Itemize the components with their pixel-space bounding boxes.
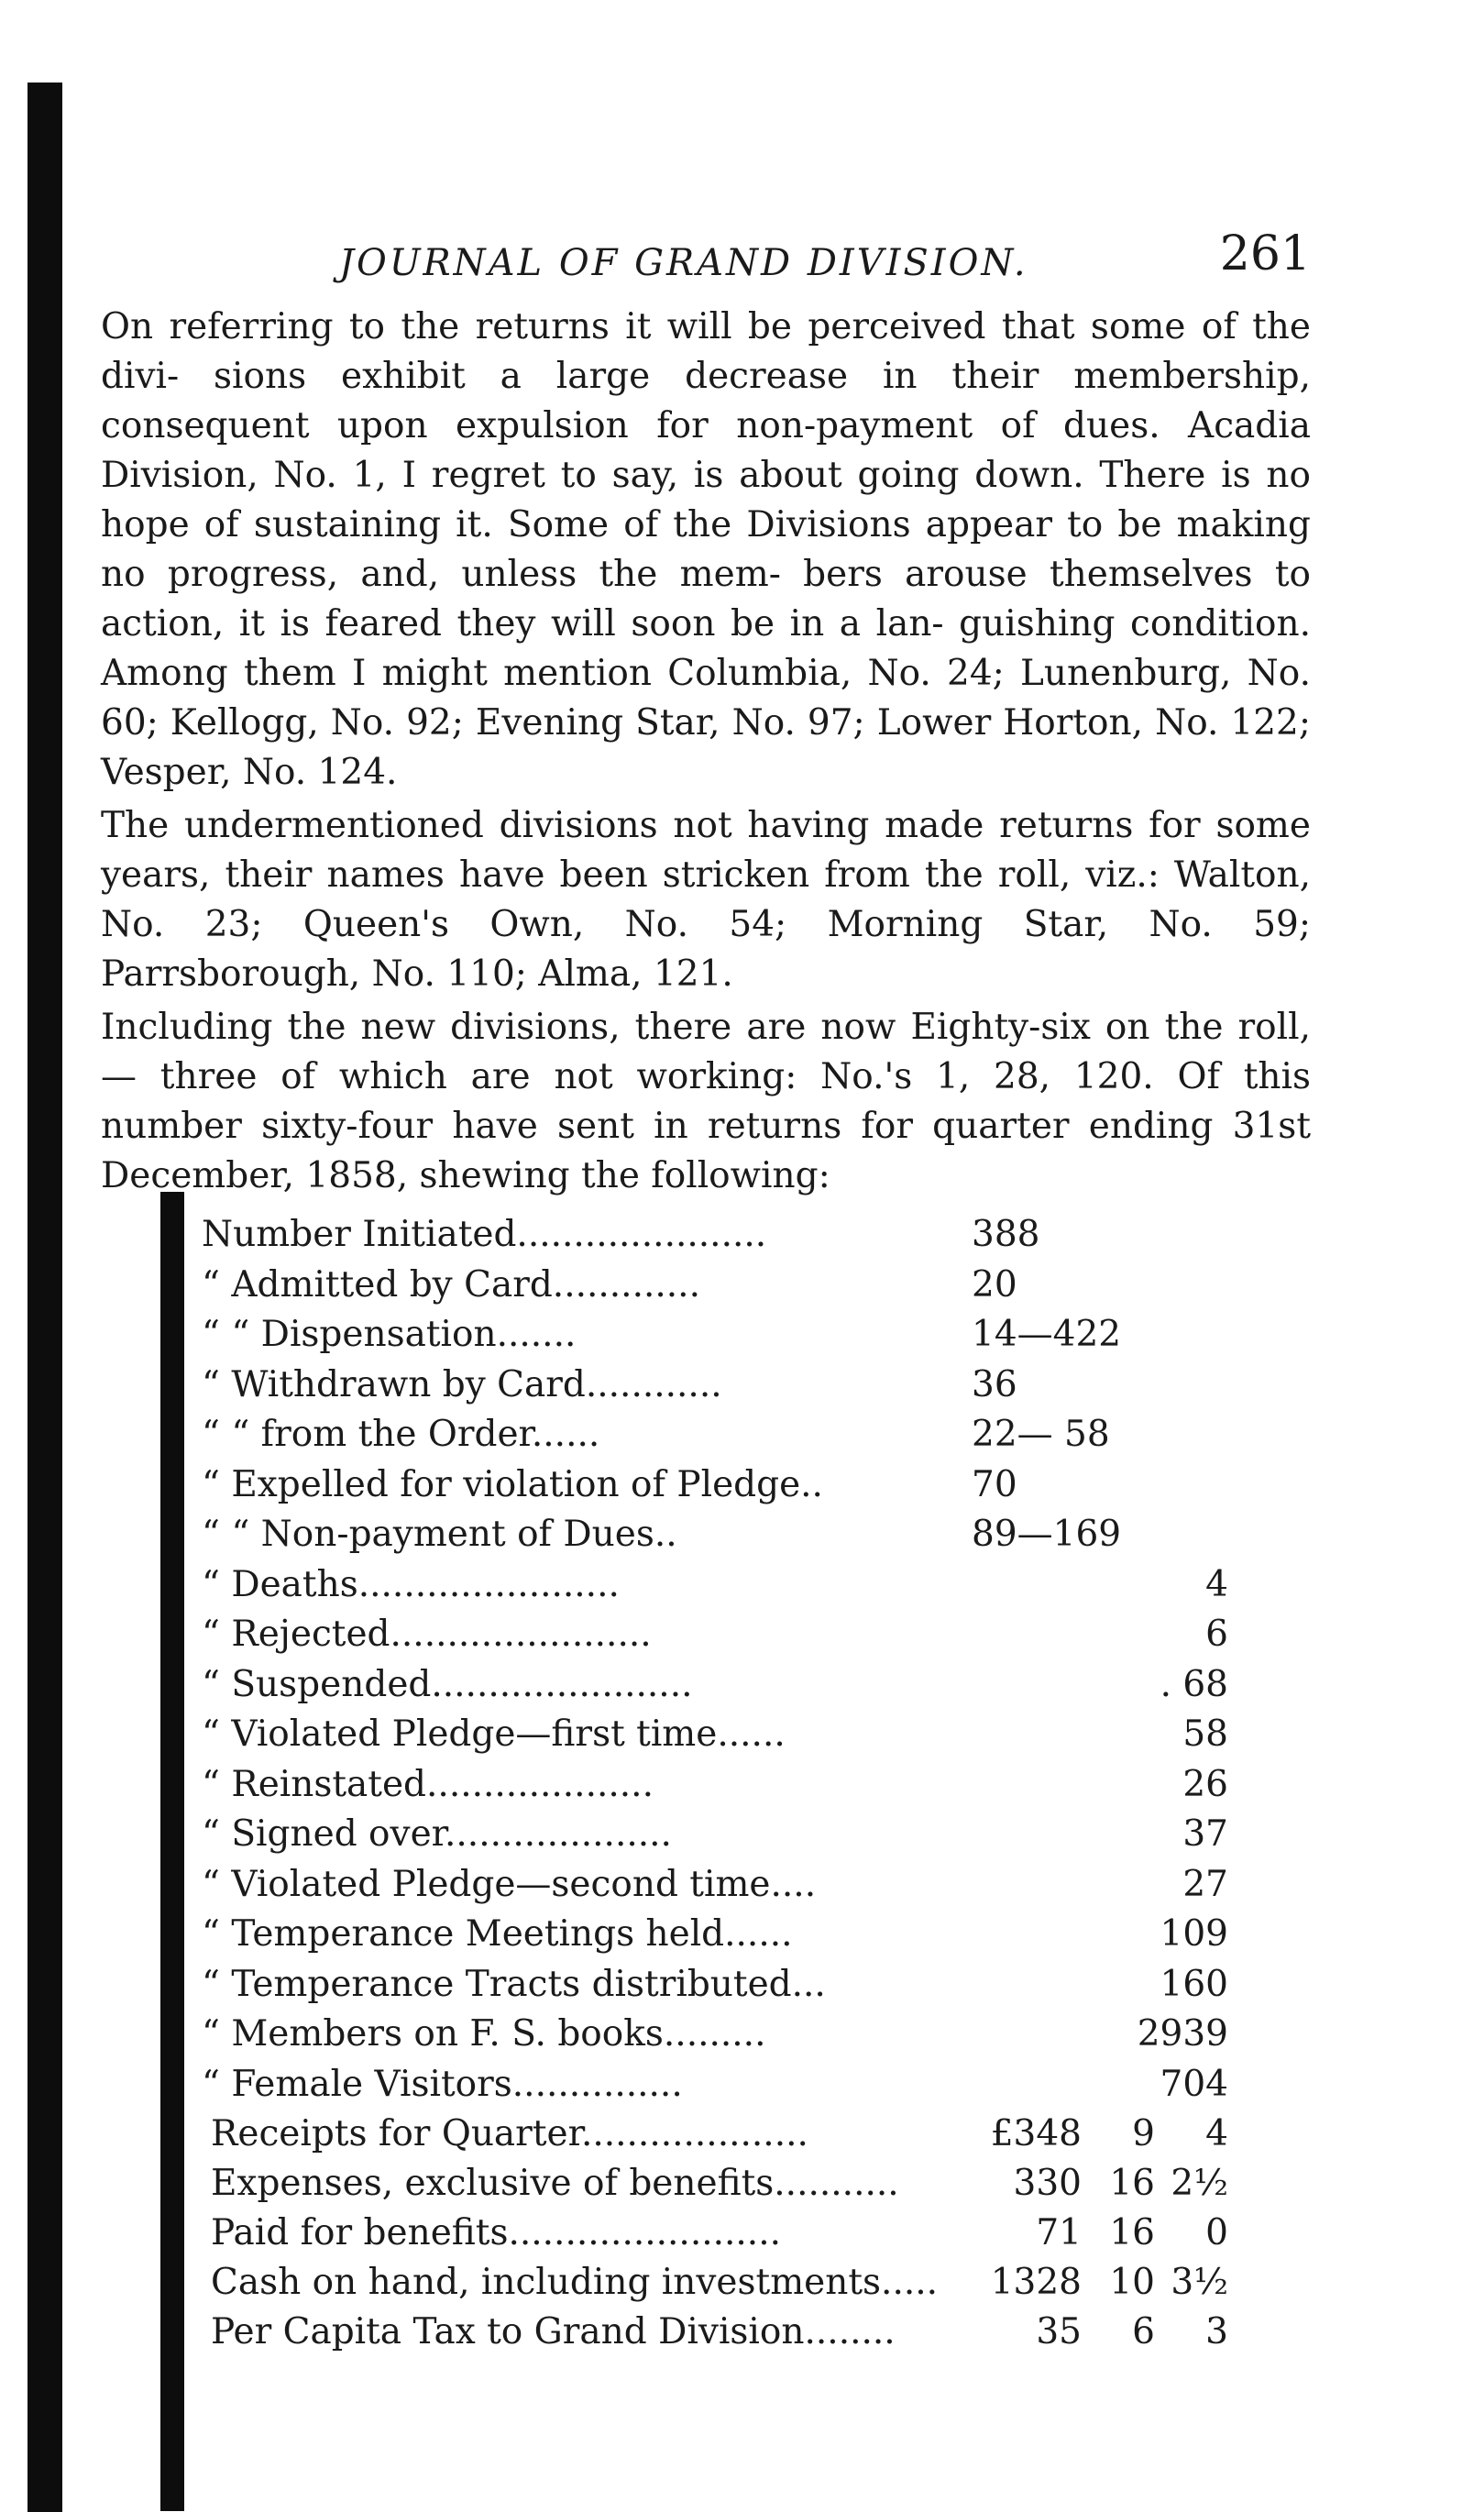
stat-row <box>101 1361 1311 1411</box>
money-shillings: 16 <box>1109 2212 1155 2253</box>
stat-total: 2939 <box>1137 2013 1228 2055</box>
stat-row <box>101 1610 1311 1660</box>
stat-total: 26 <box>1182 1763 1228 1805</box>
money-pence: 3 <box>1205 2311 1228 2352</box>
stat-row <box>101 1510 1311 1560</box>
stat-row <box>101 1710 1311 1760</box>
stat-total: 6 <box>1205 1614 1228 1655</box>
money-row <box>101 2308 1311 2357</box>
money-row <box>101 2258 1311 2308</box>
stat-total: 160 <box>1160 1963 1228 2005</box>
money-pounds: £348 <box>990 2113 1082 2154</box>
stat-row <box>101 1210 1311 1261</box>
page-number: 261 <box>1219 226 1311 281</box>
paragraph-stricken: The undermentioned divisions not having made returns for some years, their names have been stricken from the roll, viz.: Walton, No. 23; Queen's Own, No. 54; Morning Star, No. 59; Parrsborough, No. 110; Alma, 121. <box>101 805 1311 995</box>
stat-row <box>101 1310 1311 1361</box>
stat-label: “ Temperance Tracts distributed... <box>202 1963 826 2005</box>
stat-label: “ Admitted by Card............. <box>202 1263 700 1306</box>
stat-row <box>101 1960 1311 2011</box>
money-pence: 4 <box>1205 2113 1228 2154</box>
stat-label: “ Reinstated.................... <box>202 1763 654 1805</box>
stat-total: . 68 <box>1160 1663 1228 1705</box>
stat-row <box>101 1261 1311 1311</box>
stat-row <box>101 1760 1311 1811</box>
money-row <box>101 2110 1311 2159</box>
money-pence: 3½ <box>1171 2262 1228 2303</box>
stat-total: 4 <box>1205 1563 1228 1605</box>
stat-subtotal: 22— 58 <box>972 1414 1110 1455</box>
stat-row <box>101 1410 1311 1460</box>
stat-row <box>101 2010 1311 2060</box>
money-label: Cash on hand, including investments..... <box>211 2262 939 2303</box>
stat-label: “ Signed over.................... <box>202 1813 672 1855</box>
stat-subtotal: 14—422 <box>972 1314 1122 1355</box>
paragraph-roll: Including the new divisions, there are now Eighty-six on the roll,— three of which are not working: No.'s 1, 28, 120. Of this number sixty-four have sent in returns for quarter ending 31st December, 1858, shewing the following: <box>101 1007 1311 1196</box>
statistics-table <box>101 1210 1311 2110</box>
stat-subtotal: 70 <box>972 1463 1017 1505</box>
stat-label: “ Deaths....................... <box>202 1563 620 1605</box>
running-head: JOURNAL OF GRAND DIVISION. <box>339 242 1028 284</box>
binding-shadow <box>27 83 62 2512</box>
money-label: Paid for benefits........................ <box>211 2212 782 2253</box>
money-label: Expenses, exclusive of benefits........... <box>211 2163 899 2204</box>
page <box>101 226 1311 2357</box>
stat-label: “ Members on F. S. books......... <box>202 2013 766 2055</box>
paragraph-returns: On referring to the returns it will be perceived that some of the divi- sions exhibit a large decrease in their membership, consequent upon expulsion for non-payment of dues. Acadia Division, No. 1, I regret to say, is about going down. There is no hope of sustaining it. Some of the Divisions appear to be making no progress, and, unless the mem- bers arouse themselves to action, it is feared they will soon be in a lan- guishing condition. Among them I might mention Columbia, No. 24; Lunenburg, No. 60; Kellogg, No. 92; Evening Star, No. 97; Lower Horton, No. 122; Vesper, No. 124. <box>101 306 1311 793</box>
stat-row <box>101 1860 1311 1911</box>
money-label: Per Capita Tax to Grand Division........ <box>211 2311 896 2352</box>
stat-subtotal: 20 <box>972 1263 1017 1306</box>
stat-label: “ “ Non-payment of Dues.. <box>202 1514 677 1555</box>
financial-table <box>101 2110 1311 2357</box>
stat-label: “ Female Visitors............... <box>202 2063 683 2105</box>
money-shillings: 10 <box>1109 2262 1155 2303</box>
money-shillings: 9 <box>1132 2113 1155 2154</box>
money-shillings: 16 <box>1109 2163 1155 2204</box>
stat-row <box>101 1810 1311 1860</box>
stat-label: “ “ Dispensation....... <box>202 1314 577 1355</box>
stat-total: 37 <box>1182 1813 1228 1855</box>
money-pounds: 1328 <box>990 2262 1082 2303</box>
money-pence: 0 <box>1205 2212 1228 2253</box>
stat-label: “ “ from the Order...... <box>202 1414 600 1455</box>
stat-label: “ Withdrawn by Card............ <box>202 1363 722 1405</box>
stat-row <box>101 1660 1311 1711</box>
stat-total: 27 <box>1182 1863 1228 1905</box>
money-row <box>101 2209 1311 2258</box>
stat-row <box>101 1910 1311 1960</box>
money-row <box>101 2159 1311 2209</box>
stat-label: “ Temperance Meetings held...... <box>202 1913 793 1955</box>
stat-label: Number Initiated...................... <box>202 1214 767 1255</box>
stat-label: “ Violated Pledge—second time.... <box>202 1863 817 1905</box>
stat-row <box>101 2060 1311 2110</box>
money-pounds: 71 <box>1036 2212 1082 2253</box>
stat-label: “ Violated Pledge—first time...... <box>202 1713 786 1755</box>
money-shillings: 6 <box>1132 2311 1155 2352</box>
stat-total: 58 <box>1182 1713 1228 1755</box>
stat-total: 704 <box>1160 2063 1228 2105</box>
money-pounds: 35 <box>1036 2311 1082 2352</box>
stat-label: “ Expelled for violation of Pledge.. <box>202 1463 823 1505</box>
money-label: Receipts for Quarter.................... <box>211 2113 808 2154</box>
stat-row <box>101 1560 1311 1611</box>
stat-subtotal: 89—169 <box>972 1514 1122 1555</box>
stat-label: “ Rejected....................... <box>202 1614 652 1655</box>
money-pounds: 330 <box>1013 2163 1082 2204</box>
page-header <box>101 226 1311 303</box>
stat-total: 109 <box>1160 1913 1228 1955</box>
stat-row <box>101 1460 1311 1511</box>
stat-subtotal: 388 <box>972 1214 1040 1255</box>
stat-label: “ Suspended....................... <box>202 1663 693 1705</box>
money-pence: 2½ <box>1171 2163 1228 2204</box>
stat-subtotal: 36 <box>972 1363 1017 1405</box>
